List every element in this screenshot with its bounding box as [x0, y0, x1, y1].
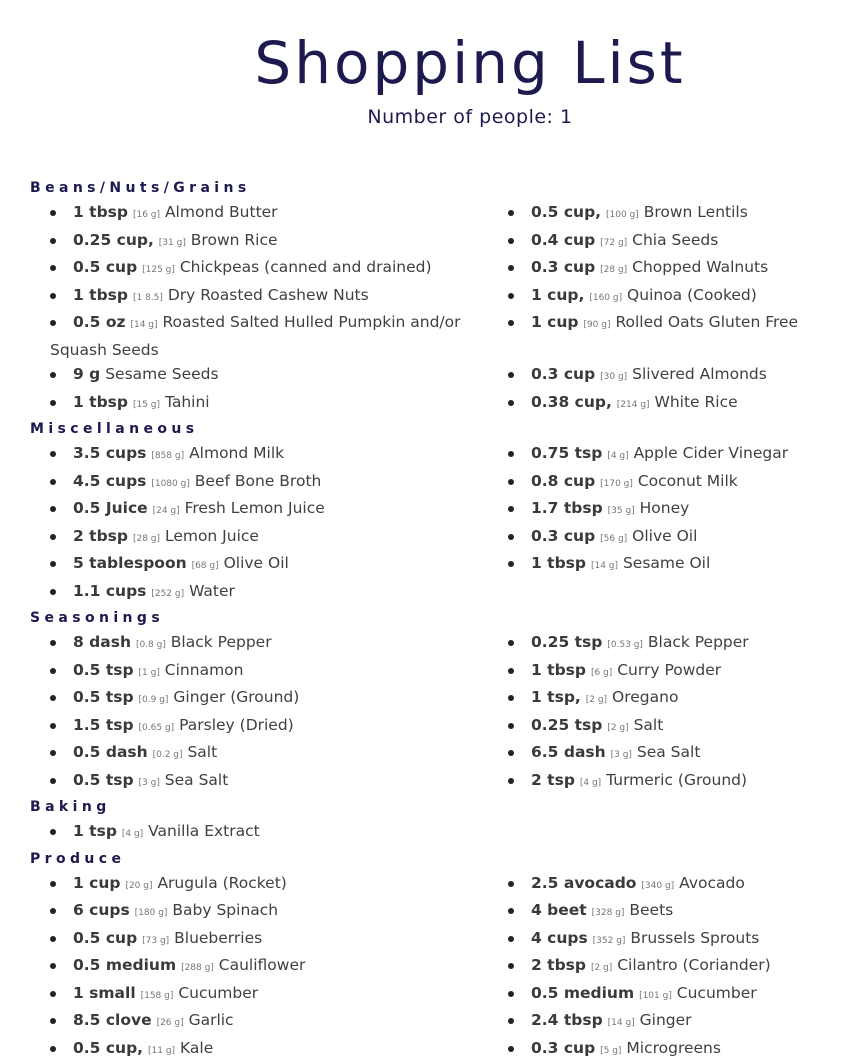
list-item	[508, 658, 838, 686]
item-quantity: 0.5 medium	[531, 984, 634, 1002]
item-quantity: 1 tbsp	[531, 661, 586, 679]
list-item	[508, 871, 838, 899]
item-quantity: 1 cup	[531, 313, 579, 331]
item-name: Brown Lentils	[644, 203, 748, 221]
item-name: Salt	[187, 743, 217, 761]
list-item	[508, 362, 838, 390]
list-item	[50, 1008, 488, 1036]
list-item	[508, 255, 838, 283]
item-name: Beets	[629, 901, 673, 919]
item-grams: [90 g]	[583, 320, 610, 330]
list-item	[508, 228, 838, 256]
list-item	[50, 441, 488, 469]
item-grams: [0.9 g]	[139, 695, 169, 705]
item-quantity: 8.5 clove	[73, 1011, 152, 1029]
list-item	[50, 658, 488, 686]
section-columns	[0, 871, 841, 1063]
left-column	[0, 441, 488, 606]
item-name: Dry Roasted Cashew Nuts	[168, 286, 369, 304]
item-grams: [56 g]	[600, 534, 627, 544]
item-quantity: 0.5 Juice	[73, 499, 148, 517]
list-item	[50, 310, 488, 362]
list-item	[50, 551, 488, 579]
page-title: Shopping List	[0, 28, 841, 98]
item-name: Cucumber	[178, 984, 258, 1002]
item-grams: [0.65 g]	[139, 723, 175, 733]
item-quantity: 0.5 dash	[73, 743, 148, 761]
item-grams: [0.8 g]	[136, 640, 166, 650]
list-item	[508, 310, 838, 362]
item-quantity: 0.3 cup	[531, 527, 595, 545]
list-item	[50, 496, 488, 524]
item-name: Cauliflower	[219, 956, 306, 974]
item-grams: [340 g]	[641, 881, 674, 891]
item-grams: [2 g]	[607, 723, 628, 733]
item-grams: [100 g]	[606, 210, 639, 220]
item-name: Lemon Juice	[165, 527, 259, 545]
item-name: Fresh Lemon Juice	[185, 499, 325, 517]
item-grams: [288 g]	[181, 963, 214, 973]
item-quantity: 1 tbsp	[73, 286, 128, 304]
right-column	[488, 819, 838, 847]
item-quantity: 0.25 tsp	[531, 633, 602, 651]
item-name: Sesame Seeds	[105, 365, 218, 383]
item-name: Slivered Almonds	[632, 365, 767, 383]
item-name: Chopped Walnuts	[632, 258, 768, 276]
list-item	[508, 898, 838, 926]
section-columns	[0, 200, 841, 417]
item-name: Beef Bone Broth	[195, 472, 322, 490]
right-column	[488, 630, 838, 795]
list-item	[508, 283, 838, 311]
list-item	[508, 981, 838, 1009]
list-item	[50, 768, 488, 796]
item-grams: [35 g]	[608, 506, 635, 516]
item-name: Rolled Oats Gluten Free	[615, 313, 798, 331]
item-name: Almond Butter	[165, 203, 278, 221]
item-name: Vanilla Extract	[148, 822, 260, 840]
item-name: Oregano	[612, 688, 678, 706]
item-quantity: 1 cup	[73, 874, 121, 892]
item-quantity: 0.38 cup,	[531, 393, 612, 411]
item-quantity: 0.4 cup	[531, 231, 595, 249]
item-quantity: 0.25 cup,	[73, 231, 154, 249]
item-name: Roasted Salted Hulled Pumpkin and/or Squash Seeds	[50, 313, 461, 359]
item-name: Parsley (Dried)	[179, 716, 294, 734]
item-quantity: 0.5 tsp	[73, 688, 134, 706]
item-quantity: 0.75 tsp	[531, 444, 602, 462]
item-quantity: 8 dash	[73, 633, 131, 651]
sections-container	[0, 176, 841, 1063]
section-miscellaneous	[0, 417, 841, 606]
item-grams: [4 g]	[122, 829, 143, 839]
section-baking	[0, 795, 841, 847]
list-item	[50, 524, 488, 552]
item-name: White Rice	[655, 393, 738, 411]
item-grams: [73 g]	[142, 936, 169, 946]
item-quantity: 0.5 cup	[73, 258, 137, 276]
item-grams: [14 g]	[591, 561, 618, 571]
list-item	[50, 981, 488, 1009]
section-columns	[0, 441, 841, 606]
item-grams: [214 g]	[617, 400, 650, 410]
item-name: Chickpeas (canned and drained)	[180, 258, 432, 276]
list-item	[50, 740, 488, 768]
section-beans-nuts-grains	[0, 176, 841, 417]
list-item	[50, 953, 488, 981]
list-item	[50, 871, 488, 899]
item-quantity: 1.7 tbsp	[531, 499, 603, 517]
right-column	[488, 871, 838, 1063]
list-item	[508, 926, 838, 954]
item-quantity: 0.3 cup	[531, 258, 595, 276]
item-grams: [14 g]	[608, 1018, 635, 1028]
list-item	[508, 496, 838, 524]
item-name: Sea Salt	[165, 771, 229, 789]
item-quantity: 1.5 tsp	[73, 716, 134, 734]
item-grams: [30 g]	[600, 372, 627, 382]
item-grams: [101 g]	[639, 991, 672, 1001]
list-item	[508, 630, 838, 658]
item-name: Turmeric (Ground)	[606, 771, 747, 789]
item-grams: [5 g]	[600, 1046, 621, 1056]
section-title: Seasonings	[30, 606, 841, 630]
item-quantity: 1 tsp,	[531, 688, 581, 706]
item-grams: [160 g]	[589, 293, 622, 303]
list-item	[50, 255, 488, 283]
item-name: Black Pepper	[171, 633, 272, 651]
item-grams: [0.53 g]	[607, 640, 643, 650]
item-name: Cilantro (Coriander)	[617, 956, 770, 974]
item-grams: [26 g]	[157, 1018, 184, 1028]
list-item	[508, 441, 838, 469]
section-columns	[0, 819, 841, 847]
item-quantity: 0.25 tsp	[531, 716, 602, 734]
item-quantity: 0.5 oz	[73, 313, 126, 331]
item-name: Olive Oil	[632, 527, 697, 545]
list-item	[50, 819, 488, 847]
list-item	[50, 362, 488, 390]
item-quantity: 2.4 tbsp	[531, 1011, 603, 1029]
item-name: Black Pepper	[648, 633, 749, 651]
item-grams: [11 g]	[148, 1046, 175, 1056]
item-quantity: 4.5 cups	[73, 472, 146, 490]
item-grams: [1 g]	[139, 668, 160, 678]
item-name: Garlic	[189, 1011, 234, 1029]
item-grams: [3 g]	[139, 778, 160, 788]
item-name: Brussels Sprouts	[630, 929, 759, 947]
section-title: Baking	[30, 795, 841, 819]
item-grams: [2 g]	[586, 695, 607, 705]
list-item	[508, 1008, 838, 1036]
item-name: Ginger	[640, 1011, 692, 1029]
item-name: Ginger (Ground)	[173, 688, 299, 706]
item-name: Brown Rice	[191, 231, 278, 249]
list-item	[50, 469, 488, 497]
section-seasonings	[0, 606, 841, 795]
item-grams: [125 g]	[142, 265, 175, 275]
item-grams: [15 g]	[133, 400, 160, 410]
item-quantity: 1.1 cups	[73, 582, 146, 600]
list-item	[508, 685, 838, 713]
item-quantity: 3.5 cups	[73, 444, 146, 462]
item-quantity: 1 cup,	[531, 286, 584, 304]
list-item	[508, 713, 838, 741]
item-name: Avocado	[679, 874, 745, 892]
item-grams: [14 g]	[130, 320, 157, 330]
section-title: Beans/Nuts/Grains	[30, 176, 841, 200]
list-item	[508, 1036, 838, 1063]
item-name: Sesame Oil	[623, 554, 710, 572]
left-column	[0, 200, 488, 417]
section-produce	[0, 847, 841, 1063]
list-item	[508, 740, 838, 768]
item-grams: [16 g]	[133, 210, 160, 220]
item-grams: [72 g]	[600, 238, 627, 248]
item-name: Arugula (Rocket)	[157, 874, 286, 892]
item-name: Almond Milk	[189, 444, 284, 462]
list-item	[50, 685, 488, 713]
right-column	[488, 200, 838, 417]
item-quantity: 0.3 cup	[531, 365, 595, 383]
section-title: Produce	[30, 847, 841, 871]
item-quantity: 1 small	[73, 984, 136, 1002]
item-quantity: 6.5 dash	[531, 743, 606, 761]
item-grams: [1 8.5]	[133, 293, 163, 303]
item-grams: [328 g]	[592, 908, 625, 918]
item-grams: [180 g]	[135, 908, 168, 918]
list-item	[508, 524, 838, 552]
item-quantity: 0.8 cup	[531, 472, 595, 490]
list-item	[50, 228, 488, 256]
item-quantity: 0.5 tsp	[73, 661, 134, 679]
item-grams: [6 g]	[591, 668, 612, 678]
item-grams: [31 g]	[159, 238, 186, 248]
section-columns	[0, 630, 841, 795]
item-grams: [68 g]	[192, 561, 219, 571]
left-column	[0, 630, 488, 795]
item-grams: [24 g]	[153, 506, 180, 516]
item-quantity: 0.5 cup	[73, 929, 137, 947]
item-quantity: 2 tsp	[531, 771, 575, 789]
list-item	[508, 768, 838, 796]
list-item	[50, 200, 488, 228]
left-column	[0, 819, 488, 847]
item-grams: [352 g]	[593, 936, 626, 946]
item-quantity: 2 tbsp	[531, 956, 586, 974]
item-name: Cinnamon	[165, 661, 244, 679]
list-item	[508, 469, 838, 497]
item-quantity: 0.5 cup,	[531, 203, 601, 221]
item-quantity: 4 cups	[531, 929, 588, 947]
list-item	[50, 1036, 488, 1063]
list-item	[50, 713, 488, 741]
item-grams: [1080 g]	[151, 479, 190, 489]
list-item	[50, 579, 488, 607]
item-grams: [0.2 g]	[153, 750, 183, 760]
item-quantity: 1 tbsp	[73, 393, 128, 411]
item-grams: [28 g]	[133, 534, 160, 544]
item-quantity: 1 tbsp	[531, 554, 586, 572]
list-item	[508, 953, 838, 981]
item-name: Blueberries	[174, 929, 262, 947]
list-item	[50, 283, 488, 311]
item-name: Kale	[180, 1039, 213, 1057]
item-name: Apple Cider Vinegar	[634, 444, 789, 462]
item-quantity: 2 tbsp	[73, 527, 128, 545]
item-quantity: 6 cups	[73, 901, 130, 919]
item-name: Curry Powder	[617, 661, 721, 679]
item-grams: [252 g]	[151, 589, 184, 599]
item-grams: [858 g]	[151, 451, 184, 461]
item-grams: [4 g]	[580, 778, 601, 788]
list-item	[508, 390, 838, 418]
item-name: Cucumber	[677, 984, 757, 1002]
item-name: Sea Salt	[637, 743, 701, 761]
item-quantity: 0.5 cup,	[73, 1039, 143, 1057]
item-grams: [170 g]	[600, 479, 633, 489]
list-item	[508, 551, 838, 579]
list-item	[50, 630, 488, 658]
item-name: Salt	[634, 716, 664, 734]
item-quantity: 5 tablespoon	[73, 554, 187, 572]
item-quantity: 2.5 avocado	[531, 874, 636, 892]
item-name: Baby Spinach	[172, 901, 278, 919]
item-name: Quinoa (Cooked)	[627, 286, 757, 304]
section-title: Miscellaneous	[30, 417, 841, 441]
item-grams: [4 g]	[607, 451, 628, 461]
item-name: Chia Seeds	[632, 231, 718, 249]
list-item	[50, 898, 488, 926]
item-name: Honey	[640, 499, 690, 517]
item-name: Water	[189, 582, 235, 600]
list-item	[50, 926, 488, 954]
item-quantity: 1 tsp	[73, 822, 117, 840]
item-grams: [28 g]	[600, 265, 627, 275]
left-column	[0, 871, 488, 1063]
item-quantity: 0.3 cup	[531, 1039, 595, 1057]
item-quantity: 9 g	[73, 365, 100, 383]
item-quantity: 0.5 tsp	[73, 771, 134, 789]
item-grams: [158 g]	[141, 991, 174, 1001]
item-quantity: 1 tbsp	[73, 203, 128, 221]
people-count: Number of people: 1	[0, 106, 841, 128]
item-quantity: 0.5 medium	[73, 956, 176, 974]
item-grams: [20 g]	[125, 881, 152, 891]
item-grams: [3 g]	[611, 750, 632, 760]
right-column	[488, 441, 838, 606]
list-item	[50, 390, 488, 418]
item-name: Tahini	[165, 393, 210, 411]
item-grams: [2 g]	[591, 963, 612, 973]
item-name: Microgreens	[626, 1039, 721, 1057]
item-name: Coconut Milk	[638, 472, 738, 490]
item-quantity: 4 beet	[531, 901, 587, 919]
list-item	[508, 200, 838, 228]
item-name: Olive Oil	[224, 554, 289, 572]
